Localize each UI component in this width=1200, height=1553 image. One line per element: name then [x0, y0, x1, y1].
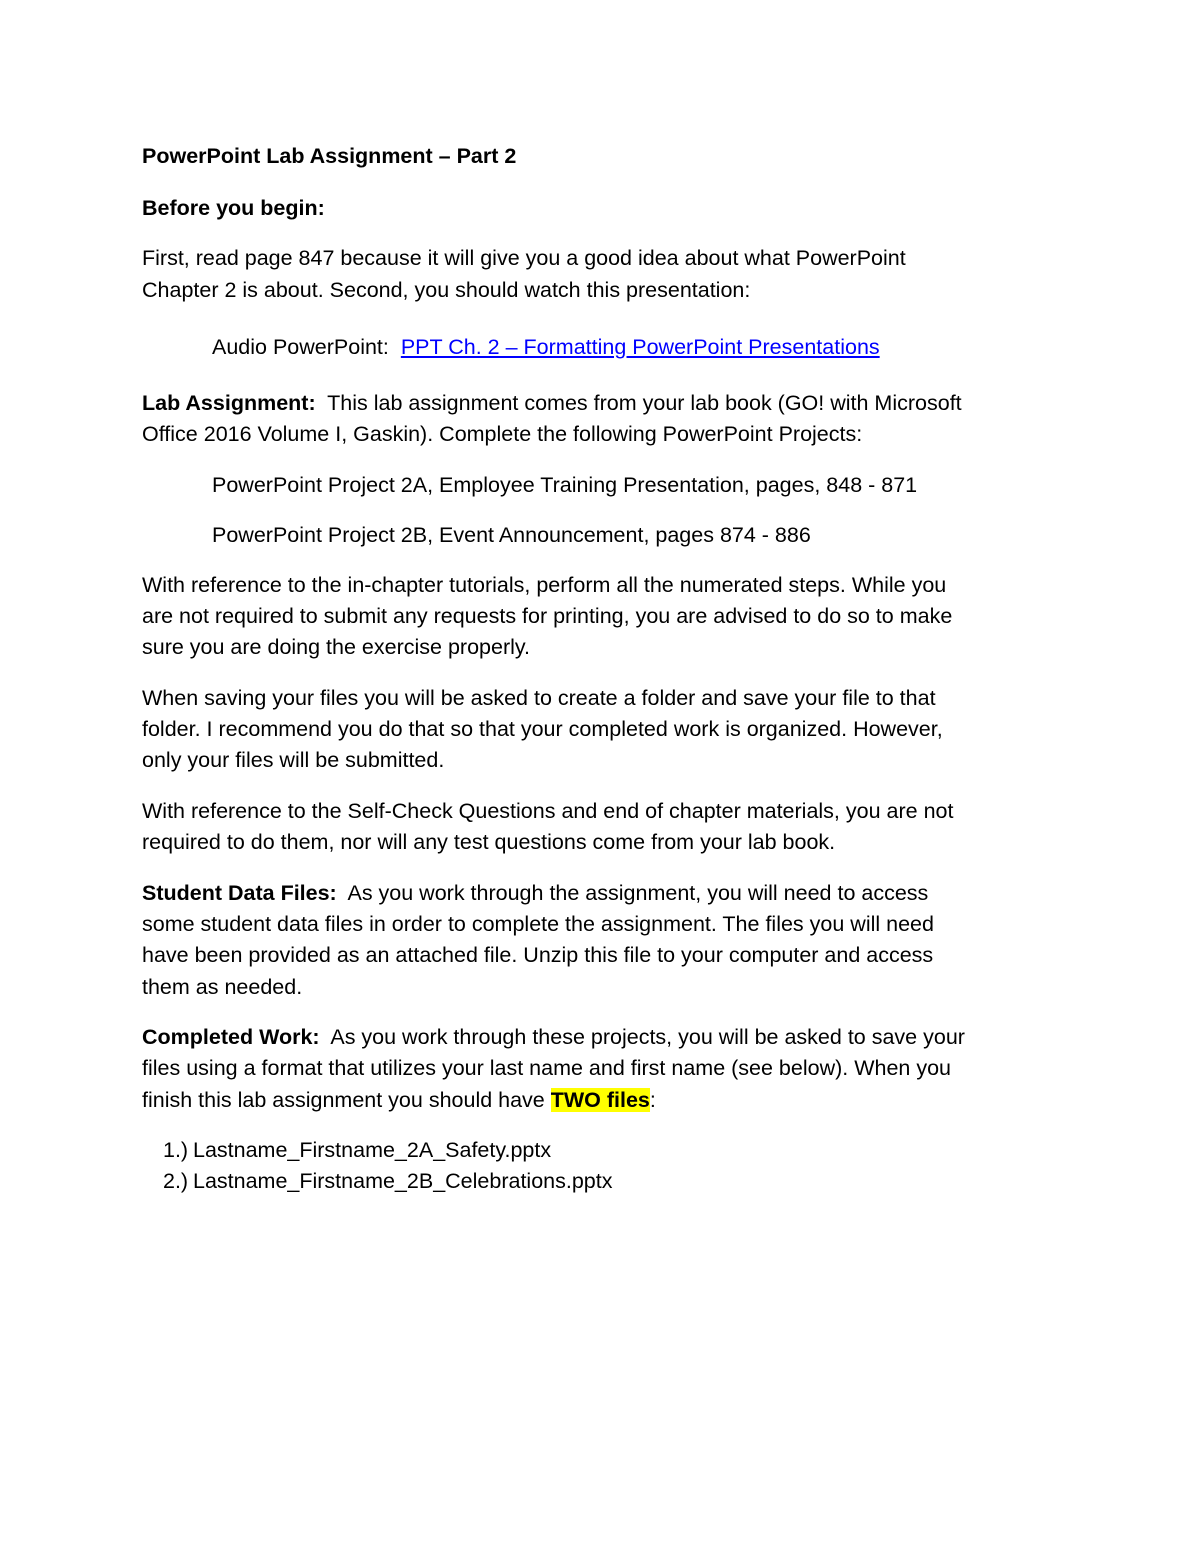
before-line-1: First, read page 847 because it will give you a good idea about what PowerPoint — [142, 246, 906, 270]
page-title: PowerPoint Lab Assignment – Part 2 — [142, 144, 517, 168]
completed-colon: : — [649, 1088, 656, 1112]
list-item-filename: Lastname_Firstname_2A_Safety.pptx — [192, 1138, 552, 1162]
list-item-number: 2.) — [163, 1169, 189, 1193]
datafiles-line-2: some student data files in order to complete the assignment. The files you will need — [142, 912, 934, 936]
datafiles-heading: Student Data Files: — [142, 881, 337, 905]
audio-label: Audio PowerPoint: — [212, 335, 389, 359]
audio-line — [212, 334, 880, 360]
lab-line-2: Office 2016 Volume I, Gaskin). Complete the following PowerPoint Projects: — [142, 422, 863, 446]
completed-text-3: finish this lab assignment you should have — [142, 1088, 551, 1112]
before-heading: Before you begin: — [142, 196, 325, 220]
saving-line-3: only your files will be submitted. — [142, 748, 445, 772]
datafiles-line-3: have been provided as an attached file. Unzip this file to your computer and access — [142, 943, 934, 967]
before-line-2: Chapter 2 is about. Second, you should watch this presentation: — [142, 278, 751, 302]
completed-line-2: files using a format that utilizes your last name and first name (see below). When you — [142, 1056, 952, 1080]
tutorials-line-3: sure you are doing the exercise properly. — [142, 635, 531, 659]
completed-line-3 — [142, 1087, 656, 1113]
list-item-filename: Lastname_Firstname_2B_Celebrations.pptx — [192, 1169, 613, 1193]
completed-line-1 — [142, 1024, 965, 1050]
saving-line-2: folder. I recommend you do that so that your completed work is organized. However, — [142, 717, 943, 741]
saving-line-1: When saving your files you will be asked to create a folder and save your file to that — [142, 686, 936, 710]
datafiles-line-1 — [142, 880, 928, 906]
tutorials-line-2: are not required to submit any requests for printing, you are advised to do so to make — [142, 604, 953, 628]
project-2b: PowerPoint Project 2B, Event Announcement, pages 874 - 886 — [212, 523, 811, 547]
completed-text-1: As you work through these projects, you will be asked to save your — [319, 1025, 965, 1049]
tutorials-line-1: With reference to the in-chapter tutorials, perform all the numerated steps. While you — [142, 573, 947, 597]
two-files-highlight: TWO files — [550, 1088, 650, 1112]
list-item — [163, 1137, 551, 1163]
list-item-number: 1.) — [163, 1138, 189, 1162]
datafiles-line-4: them as needed. — [142, 975, 303, 999]
selfcheck-line-2: required to do them, nor will any test questions come from your lab book. — [142, 830, 836, 854]
selfcheck-line-1: With reference to the Self-Check Questions and end of chapter materials, you are not — [142, 799, 954, 823]
lab-line-1 — [142, 390, 962, 416]
list-item — [163, 1168, 612, 1194]
completed-heading: Completed Work: — [142, 1025, 320, 1049]
lab-text-1: This lab assignment comes from your lab book (GO! with Microsoft — [315, 391, 962, 415]
project-2a: PowerPoint Project 2A, Employee Training Presentation, pages, 848 - 871 — [212, 473, 918, 497]
datafiles-text-1: As you work through the assignment, you will need to access — [336, 881, 929, 905]
lab-heading: Lab Assignment: — [142, 391, 316, 415]
presentation-link[interactable]: PPT Ch. 2 – Formatting PowerPoint Presentations — [400, 335, 880, 359]
